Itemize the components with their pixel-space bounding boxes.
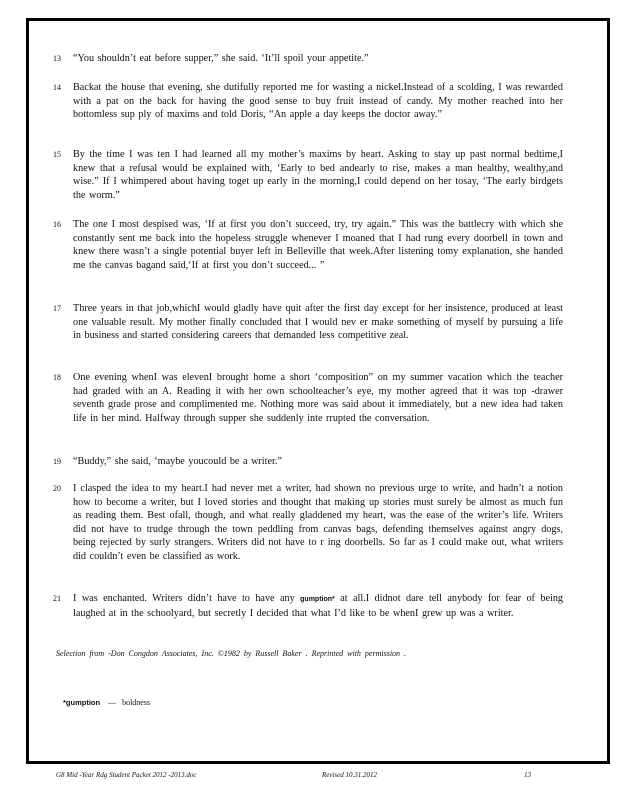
selection-credit: Selection from -Don Congdon Associates, Inc. ©1982 by Russell Baker . Reprinted with permission . <box>56 649 407 658</box>
paragraph-16 <box>53 218 563 272</box>
paragraph-13 <box>53 52 563 66</box>
paragraph-text: The one I most despised was, ‘If at first you don’t succeed, try, try again.” This was the battlecry with which she constantly sent me back into the hopeless struggle whenever I moaned that I had rung every doorbell in town and knew there wasn’t a single potential buyer left in Belleville that week.After listening tomy explanation, she handed me the canvas bagand said,‘If at first you don’t succeed... ” <box>73 219 563 271</box>
paragraph-text-start: I was enchanted. Writers didn’t have to have any <box>73 593 295 604</box>
paragraph-text: By the time I was ten I had learned all my mother’s maxims by heart. Asking to stay up past normal bedtime,I knew that a refusal would be explained with, ‘Early to bed andearly to rise, makes a man healthy, wealthy,and wise.” If I whimpered about having toget up early in the morning,I could depend on her tosay, ‘The early birdgets the worm.” <box>73 149 563 201</box>
paragraph-text-end: at all.I didnot dare tell anybody for fear of being laughed at in the schoolyard, but secretly I decided that what I’d like to be whenI grew up was a writer. <box>73 593 564 619</box>
paragraph-number: 16 <box>53 220 61 229</box>
paragraph-text: “You shouldn’t eat before supper,” she said. ‘It’ll spoil your appetite.” <box>73 53 369 64</box>
paragraph-15 <box>53 148 563 202</box>
footer-page-number: 13 <box>524 771 531 779</box>
paragraph-text: Three years in that job,whichI would gladly have quit after the first day except for her insistence, produced at least one valuable result. My mother finally concluded that I would nev er make something of myself by pursuing a life in business and started considering careers that demanded less competitive zeal. <box>73 303 563 342</box>
paragraph-number: 13 <box>53 54 61 63</box>
paragraph-number: 21 <box>53 594 61 603</box>
paragraph-14 <box>53 81 563 122</box>
paragraph-text: I clasped the idea to my heart.I had never met a writer, had shown no previous urge to write, and hadn’t a notion how to become a writer, but I loved stories and thought that making up stories must surely be almost as much fun as reading them. Best ofall, though, and what really gladdened my heart, was the ease of the writer’s life. Writers did not have to trudge through the town peddling from canvas bags, defending themselves against angry dogs, being rejected by surly strangers. Writers did not have to r ing doorbells. So far as I could make out, what writers did couldn’t even be classified as work. <box>73 483 563 562</box>
paragraph-number: 19 <box>53 457 61 466</box>
paragraph-text: Backat the house that evening, she dutifully reported me for wasting a nickel.Instead of a scolding, I was rewarded with a pat on the back for having the good sense to buy fruit instead of candy. My mother reached into her bottomless sup ply of maxims and told Doris, “An apple a day keeps the doctor away.” <box>73 82 563 121</box>
paragraph-number: 20 <box>53 484 61 493</box>
footer-revised-date: Revised 10.31.2012 <box>322 771 378 779</box>
glossary-definition: boldness <box>122 698 151 707</box>
glossary-term: *gumption <box>63 698 101 707</box>
paragraph-21 <box>53 592 563 620</box>
glossary-dash: — <box>108 698 117 707</box>
paragraph-text: One evening whenI was elevenI brought home a short ‘composition” on my summer vacation which the teacher had graded with an A. Reading it with her own schoolteacher’s eye, my mother agreed that it was top -drawer seventh grade prose and complimented me. Nothing more was said about it immediately, but a new idea had taken life in her mind. Halfway through supper she suddenly inte rrupted the conversation. <box>73 372 563 424</box>
footer-document-name: G8 Mid -Year Rdg Student Packet 2012 -2013.doc <box>56 771 197 779</box>
paragraph-18 <box>53 371 563 425</box>
paragraph-number: 17 <box>53 304 61 313</box>
paragraph-17 <box>53 302 563 343</box>
paragraph-19 <box>53 455 563 469</box>
paragraph-text: “Buddy,” she said, ‘maybe youcould be a writer.” <box>73 456 282 467</box>
paragraph-number: 18 <box>53 373 61 382</box>
paragraph-number: 15 <box>53 150 61 159</box>
gumption-term: gumption* <box>300 596 335 603</box>
paragraph-number: 14 <box>53 83 61 92</box>
paragraph-text <box>73 592 563 620</box>
glossary-note <box>63 698 150 707</box>
paragraph-20 <box>53 482 563 564</box>
